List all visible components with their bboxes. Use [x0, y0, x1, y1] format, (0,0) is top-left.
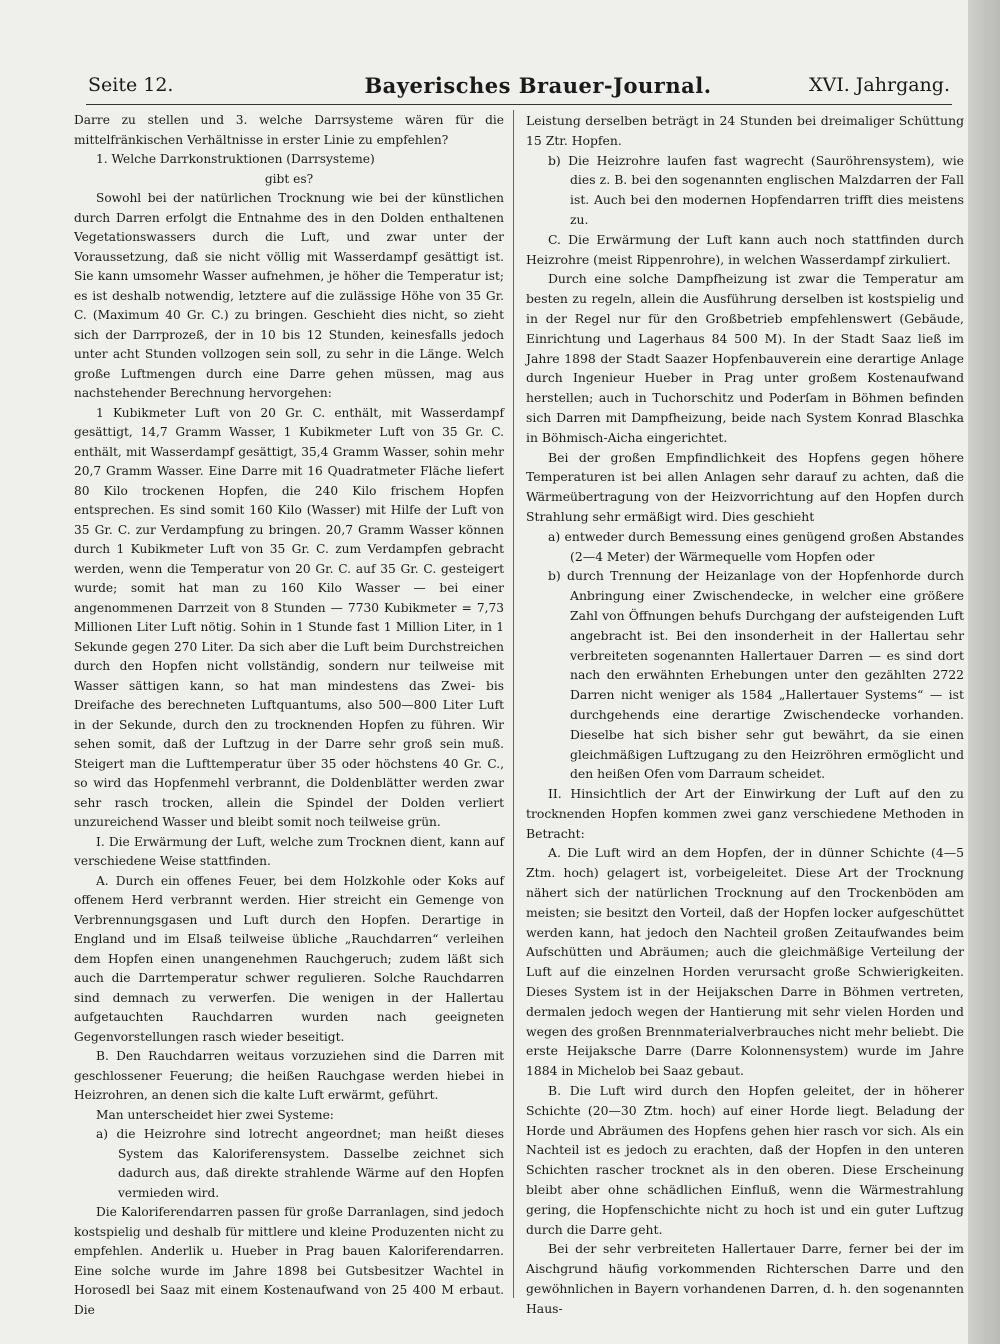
list-item: a) entweder durch Bemessung eines genügend großen Abstandes (2—4 Meter) der Wärmequelle vom Hopfen oder	[548, 528, 964, 564]
paragraph: Die Kaloriferendarren passen für große Darranlagen, sind jedoch kostspielig und deshalb für mittlere und kleine Produzenten nicht zu empfehlen. Anderlik u. Hueber in Prag bauen Kaloriferendarren. Eine solche wurde im Jahre 1898 bei Gutsbesitzer Wachtel in Horosedl bei Saaz mit einem Kostenaufwand von 25 400 M erbaut. Die	[74, 1205, 504, 1317]
list-item: a) die Heizrohre sind lotrecht angeordnet; man heißt dieses System das Kaloriferensystem. Dasselbe zeichnet sich dadurch aus, daß direkte strahlende Wärme auf den Hopfen vermieden wird.	[96, 1127, 504, 1200]
column-divider	[513, 110, 514, 1298]
paragraph: Bei der sehr verbreiteten Hallertauer Darre, ferner bei der im Aischgrund häufig vorkommenden Richterschen Darre und den gewöhnlichen in Bayern vorhandenen Darren, d. h. den sogenannten Haus-	[526, 1241, 964, 1316]
paragraph: A. Durch ein offenes Feuer, bei dem Holzkohle oder Koks auf offenem Herd verbrannt werden. Hier streicht ein Gemenge von Verbrennungsgasen und Luft durch den Hopfen. Derartige in England und im Elsaß teilweise übliche „Rauchdarren“ verleihen dem Hopfen einen unangenehmen Rauchgeruch; zudem läßt sich auch die Darrtemperatur schwer regulieren. Solche Rauchdarren sind demnach zu verwerfen. Die wenigen in der Hallertau aufgetauchten Rauchdarren wurden nach geeigneten Gegenvorstellungen rasch wieder beseitigt.	[74, 873, 504, 1044]
right-column	[526, 111, 964, 1319]
volume-label: XVI. Jahrgang.	[808, 74, 950, 96]
journal-title: Bayerisches Brauer-Journal.	[364, 73, 712, 98]
section-heading: 1. Welche Darrkonstruktionen (Darrsysteme)	[96, 152, 375, 166]
paragraph: A. Die Luft wird an dem Hopfen, der in dünner Schichte (4—5 Ztm. hoch) gelagert ist, vorbeigeleitet. Diese Art der Trocknung nähert sich der natürlichen Trocknung auf den Trockenböden am meisten; sie besitzt den Vorteil, daß der Hopfen locker aufgeschüttet werden kann, hat jedoch den Nachteil großen Zeitaufwandes beim Aufschütten und Abräumen; auch die gleichmäßige Verteilung der Luft auf die einzelnen Horden verursacht große Schwierigkeiten. Dieses System ist in der Heijakschen Darre in Böhmen vertreten, dermalen jedoch wegen der Hantierung mit sehr vielen Horden und wegen des großen Brennmaterialverbrauches nicht mehr beliebt. Die erste Heijaksche Darre (Darre Kolonnensystem) wurde im Jahre 1884 in Michelob bei Saaz gebaut.	[526, 845, 964, 1079]
paragraph: C. Die Erwärmung der Luft kann auch noch stattfinden durch Heizrohre (meist Rippenrohre), in welchen Wasserdampf zirkuliert.	[526, 231, 964, 267]
paragraph: Man unterscheidet hier zwei Systeme:	[96, 1107, 334, 1122]
header-rule	[86, 104, 952, 105]
paragraph: Durch eine solche Dampfheizung ist zwar die Temperatur am besten zu regeln, allein die Ausführung derselben ist kostspielig und in der Regel nur für den Großbetrieb empfehlenswert (Gebäude, Einrichtung und Lagerhaus 84 500 M). In der Stadt Saaz ließ im Jahre 1898 der Stadt Saazer Hopfenbauverein eine derartige Anlage durch Ingenieur Hueber in Prag unter großem Kostenaufwand herstellen; auch in Tuchorschitz und Poderſam in Böhmen befinden sich Darren mit Dampfheizung, beide nach System Konrad Blaschka in Böhmisch-Aicha eingerichtet.	[526, 271, 964, 445]
paragraph: Sowohl bei der natürlichen Trocknung wie bei der künstlichen durch Darren erfolgt die Entnahme des in den Dolden enthaltenen Vegetationswassers durch die Luft, und zwar unter der Voraussetzung, daß sie nicht völlig mit Wasserdampf gesättigt ist. Sie kann umsomehr Wasser aufnehmen, je höher die Temperatur ist; es ist deshalb notwendig, letztere auf die zulässige Höhe von 35 Gr. C. (Maximum 40 Gr. C.) zu bringen. Geschieht dies nicht, so zieht sich der Darrprozeß, der in 10 bis 12 Stunden, keinesfalls jedoch unter acht Stunden vollzogen sein soll, zu sehr in die Länge. Welch große Luftmengen durch eine Darre gehen müssen, mag aus nachstehender Berechnung hervorgehen:	[74, 191, 504, 400]
list-item: b) Die Heizrohre laufen fast wagrecht (Sauröhrensystem), wie dies z. B. bei den sogenannten englischen Malzdarren der Fall ist. Auch bei den modernen Hopfendarren trifft dies meistens zu.	[548, 152, 964, 227]
paragraph: Bei der großen Empfindlichkeit des Hopfens gegen höhere Temperaturen ist bei allen Anlagen sehr darauf zu achten, daß die Wärmeübertragung von der Heizvorrichtung auf den Hopfen durch Strahlung sehr ermäßigt wird. Dies geschieht	[526, 449, 964, 524]
paragraph: Leistung derselben beträgt in 24 Stunden bei dreimaliger Schüttung 15 Ztr. Hopfen.	[526, 113, 964, 148]
section-heading-continued: gibt es?	[264, 171, 314, 186]
page-header	[88, 74, 950, 104]
section-heading: I. Die Erwärmung der Luft, welche zum Trocknen dient, kann auf verschiedene Weise stattfinden.	[74, 834, 504, 868]
section-heading: II. Hinsichtlich der Art der Einwirkung der Luft auf den zu trocknenden Hopfen kommen zwei ganz verschiedene Methoden in Betracht:	[526, 786, 964, 841]
paragraph: B. Die Luft wird durch den Hopfen geleitet, der in höherer Schichte (20—30 Ztm. hoch) auf einer Horde liegt. Beladung der Horde und Abräumen des Hopfens gehen hier rasch vor sich. Als ein Nachteil ist es jedoch zu erachten, daß der Hopfen in den unteren Schichten rascher trocknet als in den oberen. Diese Erscheinung bleibt aber ohne schädlichen Einfluß, wenn die Wärmestrahlung gering, die Hopfenschichte nicht zu hoch ist und ein guter Luftzug durch die Darre geht.	[526, 1083, 964, 1237]
paragraph: 1 Kubikmeter Luft von 20 Gr. C. enthält, mit Wasserdampf gesättigt, 14,7 Gramm Wasser, 1 Kubikmeter Luft von 35 Gr. C. enthält, mit Wasserdampf gesättigt, 35,4 Gramm Wasser, sohin mehr 20,7 Gramm Wasser. Eine Darre mit 16 Quadratmeter Fläche liefert 80 Kilo trockenen Hopfen, die 240 Kilo frischem Hopfen entsprechen. Es sind somit 160 Kilo (Wasser) mit Hilfe der Luft von 35 Gr. C. zur Verdampfung zu bringen. 20,7 Gramm Wasser können durch 1 Kubikmeter Luft von 35 Gr. C. zum Verdampfen gebracht werden, wenn die Temperatur von 20 Gr. C. auf 35 Gr. C. gesteigert wurde; somit hat man zu 160 Kilo Wasser — bei einer angenommenen Darrzeit von 8 Stunden — 7730 Kubikmeter = 7,73 Millionen Liter Luft nötig. Sohin in 1 Stunde fast 1 Million Liter, in 1 Sekunde gegen 270 Liter. Da sich aber die Luft beim Durchstreichen durch den Hopfen nicht vollständig, sondern nur teilweise mit Wasser sättigen kann, so hat man mindestens das Zwei- bis Dreifache des berechneten Luftquantums, also 500—800 Liter Luft in der Sekunde, durch den zu trocknenden Hopfen zu führen. Wir sehen somit, daß der Luftzug in der Darre sehr groß sein muß. Steigert man die Lufttemperatur über 35 oder höchstens 40 Gr. C., so wird das Hopfenmehl verbrannt, die Doldenblätter werden zwar sehr rasch trocken, allein die Spindel der Dolden verliert unzureichend Wasser und bleibt somit noch teilweise grün.	[74, 405, 504, 829]
list-item: b) durch Trennung der Heizanlage von der Hopfenhorde durch Anbringung einer Zwischendecke, in welcher eine größere Zahl von Öffnungen behufs Durchgang der aufsteigenden Luft angebracht ist. Bei den insonderheit in der Hallertau sehr verbreiteten sogenannten Hallertauer Darren — es sind dort nach den erwähnten Erhebungen unter den gezählten 2722 Darren nicht weniger als 1584 „Hallertauer Systems“ — ist durchgehends eine derartige Zwischendecke vorhanden. Dieselbe hat sich bisher sehr gut bewährt, da sie einen gleichmäßigen Luftzugang zu den Heizröhren ermöglicht und den heißen Ofen vom Darraum scheidet.	[548, 568, 964, 782]
page-number: Seite 12.	[88, 74, 174, 96]
page-edge	[968, 0, 1000, 1344]
paragraph: Darre zu stellen und 3. welche Darrsysteme wären für die mittelfränkischen Verhältnisse in erster Linie zu empfehlen?	[74, 113, 504, 147]
paragraph: B. Den Rauchdarren weitaus vorzuziehen sind die Darren mit geschlossener Feuerung; die heißen Rauchgase werden hiebei in Heizrohren, an denen sich die kalte Luft erwärmt, geführt.	[74, 1049, 504, 1102]
left-column	[74, 111, 504, 1320]
